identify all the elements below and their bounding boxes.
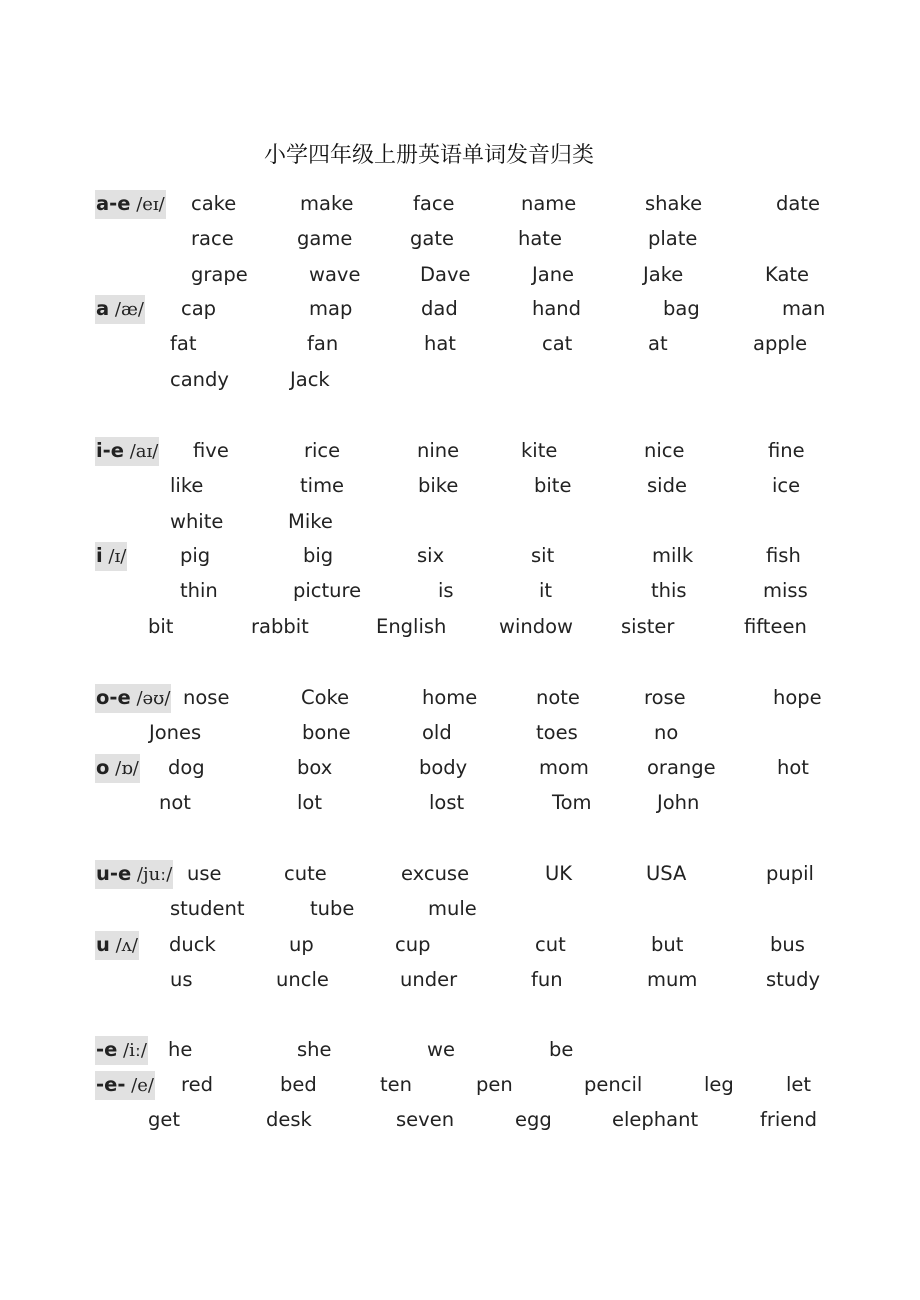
word: miss (763, 579, 808, 603)
word-row-a-e (0, 226, 920, 261)
word: cup (395, 933, 431, 956)
word: cap (181, 297, 217, 320)
word: Kate (765, 262, 810, 286)
word-row-a-e (0, 262, 920, 297)
word-row-o-e (0, 685, 920, 720)
word: English (376, 614, 447, 638)
word: hand (532, 297, 582, 320)
word: nice (644, 439, 685, 462)
word-row-i-e (0, 509, 920, 544)
word-row-i (0, 578, 920, 613)
word: kite (521, 439, 558, 462)
word: cute (284, 862, 327, 885)
word-row--e (0, 1037, 920, 1072)
spelling-pattern: o-e (96, 686, 131, 709)
word: side (647, 474, 687, 498)
word: fat (170, 332, 197, 356)
word: pen (476, 1073, 513, 1096)
word: elephant (612, 1108, 699, 1132)
word: Jack (290, 367, 330, 391)
word: seven (396, 1108, 455, 1132)
word: old (422, 721, 452, 745)
word: pig (180, 544, 211, 567)
word: tube (310, 897, 355, 921)
word: this (651, 579, 687, 603)
phonics-label-u-e (95, 860, 173, 889)
word: shake (645, 192, 703, 215)
word: milk (652, 544, 694, 567)
word: Mike (288, 509, 333, 533)
phonics-label-i (95, 542, 127, 571)
word: not (159, 791, 191, 815)
word: sit (531, 544, 555, 567)
spelling-pattern: o (96, 756, 110, 779)
word: it (539, 579, 553, 603)
word-row--e- (0, 1072, 920, 1107)
spelling-pattern: u (96, 933, 110, 956)
word-row-u-e (0, 896, 920, 931)
ipa-symbol: /əʊ/ (130, 688, 171, 709)
word: cake (191, 192, 237, 215)
word: fun (531, 968, 563, 992)
word: date (776, 192, 820, 215)
word: name (521, 192, 577, 215)
word: bus (770, 933, 805, 956)
word: bed (280, 1073, 317, 1096)
word: pupil (766, 862, 814, 885)
word: white (170, 509, 224, 533)
word: bite (534, 474, 572, 498)
word: egg (515, 1108, 552, 1132)
word: study (766, 968, 821, 992)
word: fifteen (744, 614, 807, 638)
word-row-a (0, 367, 920, 402)
word: bone (302, 721, 351, 745)
word: fine (768, 439, 805, 462)
word-row-i-e (0, 473, 920, 508)
word: time (300, 474, 345, 498)
word-row-a-e (0, 191, 920, 226)
word: Tom (552, 791, 592, 815)
word: friend (760, 1108, 818, 1132)
ipa-symbol: /iː/ (117, 1040, 147, 1061)
word: picture (293, 579, 362, 603)
word: lot (297, 791, 322, 815)
word: USA (646, 862, 687, 885)
word: sister (621, 614, 675, 638)
word: toes (536, 721, 578, 745)
word-row-u (0, 967, 920, 1002)
page-title: 小学四年级上册英语单词发音归类 (263, 143, 594, 168)
word-row-i (0, 614, 920, 649)
word: grape (191, 262, 248, 286)
word-row-u (0, 932, 920, 967)
phonics-label--e (95, 1036, 148, 1065)
word: get (148, 1108, 181, 1132)
word: Coke (301, 686, 350, 709)
word: us (170, 968, 193, 992)
word: wave (309, 262, 361, 286)
word: ten (380, 1073, 413, 1096)
word: he (168, 1038, 193, 1061)
word: no (654, 721, 679, 745)
word: game (297, 227, 353, 251)
word-row-o (0, 755, 920, 790)
word-row-a (0, 296, 920, 331)
word-row-u-e (0, 861, 920, 896)
spelling-pattern: a (96, 297, 110, 320)
word: ice (772, 474, 801, 498)
word: fish (766, 544, 801, 567)
word: Jones (149, 721, 202, 745)
spelling-pattern: -e (96, 1038, 118, 1061)
word: orange (647, 756, 716, 779)
word: Dave (420, 262, 471, 286)
word: let (786, 1073, 812, 1096)
word: dad (421, 297, 458, 320)
word: pencil (584, 1073, 643, 1096)
word: she (297, 1038, 332, 1061)
ipa-symbol: /juː/ (131, 864, 173, 885)
word: nose (183, 686, 230, 709)
ipa-symbol: /e/ (125, 1075, 154, 1096)
word: under (400, 968, 458, 992)
word-row--e- (0, 1107, 920, 1142)
phonics-label-a-e (95, 190, 166, 219)
word: big (303, 544, 334, 567)
word-row-o (0, 790, 920, 825)
word: rose (644, 686, 686, 709)
word: bit (148, 614, 174, 638)
word: up (289, 933, 314, 956)
word: note (536, 686, 580, 709)
word: six (417, 544, 445, 567)
word: box (297, 756, 333, 779)
ipa-symbol: /eɪ/ (130, 194, 165, 215)
word: hope (773, 686, 822, 709)
spelling-pattern: i (96, 544, 103, 567)
ipa-symbol: /aɪ/ (124, 441, 159, 462)
word: mom (539, 756, 589, 779)
word: window (499, 614, 573, 638)
word: apple (753, 332, 808, 356)
word: Jane (532, 262, 575, 286)
word: fan (307, 332, 339, 356)
word: Jake (643, 262, 684, 286)
word: student (170, 897, 245, 921)
spelling-pattern: -e- (96, 1073, 126, 1096)
word: five (193, 439, 229, 462)
phonics-label-u (95, 931, 139, 960)
word: uncle (276, 968, 329, 992)
phonics-label--e- (95, 1071, 155, 1100)
ipa-symbol: /ɪ/ (102, 546, 127, 567)
word: bike (418, 474, 459, 498)
ipa-symbol: /æ/ (109, 299, 144, 320)
word: make (300, 192, 354, 215)
word: man (782, 297, 826, 320)
word: is (438, 579, 454, 603)
word: rice (304, 439, 341, 462)
spelling-pattern: i-e (96, 439, 125, 462)
word: map (309, 297, 353, 320)
word: mum (647, 968, 698, 992)
phonics-label-o-e (95, 684, 171, 713)
word: like (170, 474, 204, 498)
word: face (413, 192, 455, 215)
phonics-label-a (95, 295, 145, 324)
word: red (181, 1073, 213, 1096)
ipa-symbol: /ɒ/ (109, 758, 139, 779)
word: cat (542, 332, 573, 356)
word: thin (180, 579, 218, 603)
word: candy (170, 367, 229, 391)
word-row-i-e (0, 438, 920, 473)
word: we (427, 1038, 455, 1061)
word: UK (545, 862, 573, 885)
word: plate (648, 227, 698, 251)
ipa-symbol: /ʌ/ (109, 935, 138, 956)
word-row-i (0, 543, 920, 578)
word: but (651, 933, 684, 956)
word: hate (518, 227, 562, 251)
word: at (648, 332, 668, 356)
word-row-o-e (0, 720, 920, 755)
word: John (657, 791, 700, 815)
word: home (422, 686, 478, 709)
word: duck (169, 933, 216, 956)
word: mule (428, 897, 477, 921)
word: hot (777, 756, 809, 779)
word: race (191, 227, 234, 251)
word: gate (410, 227, 454, 251)
word: use (187, 862, 222, 885)
word: cut (535, 933, 566, 956)
word: hat (424, 332, 456, 356)
word: desk (266, 1108, 312, 1132)
spelling-pattern: a-e (96, 192, 131, 215)
word: nine (417, 439, 460, 462)
phonics-label-i-e (95, 437, 159, 466)
word: leg (704, 1073, 734, 1096)
word: dog (168, 756, 205, 779)
word: body (419, 756, 468, 779)
word: excuse (401, 862, 470, 885)
word: lost (429, 791, 465, 815)
word: bag (663, 297, 700, 320)
word: be (549, 1038, 574, 1061)
word: rabbit (251, 614, 309, 638)
word-row-a (0, 331, 920, 366)
spelling-pattern: u-e (96, 862, 132, 885)
phonics-label-o (95, 754, 140, 783)
